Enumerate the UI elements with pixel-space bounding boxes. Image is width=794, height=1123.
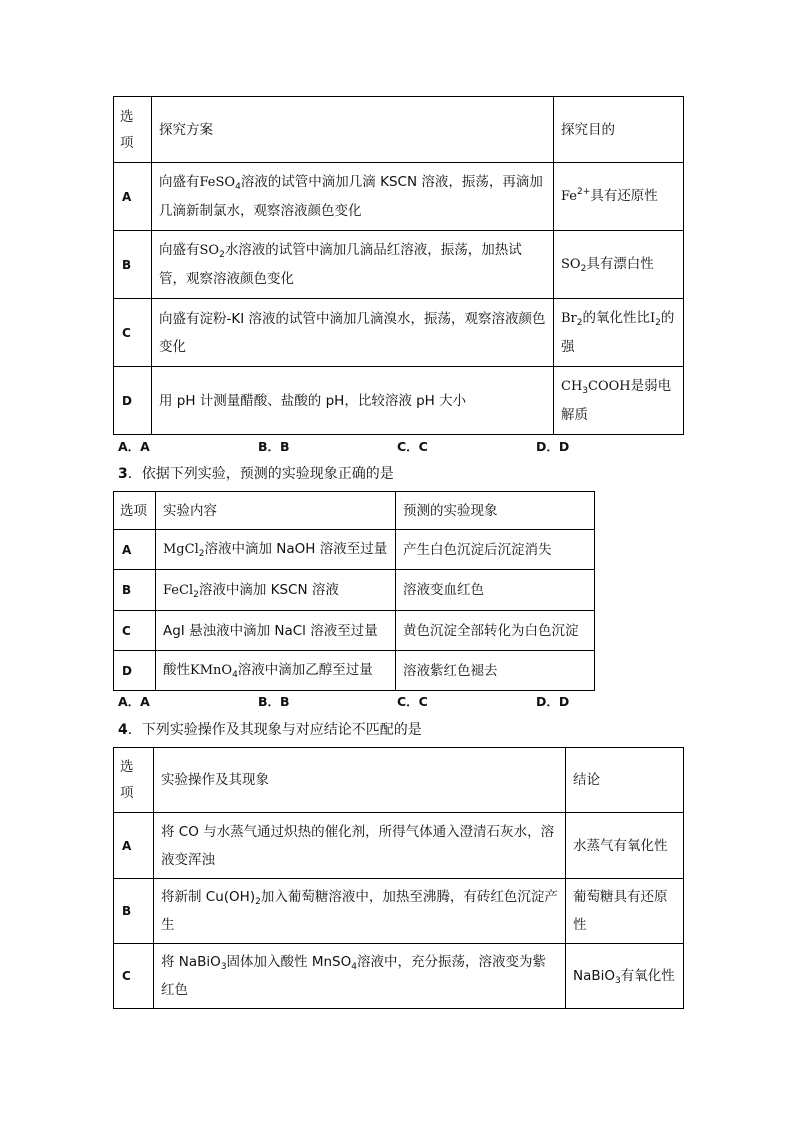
table-row (114, 530, 595, 570)
row-operation: 将 NaBiO$_3$固体加入酸性 MnSO$_4$溶液中，充分振荡，溶液变为紫红色 (154, 944, 566, 1009)
row-option: B (114, 570, 156, 611)
header-conclusion: 结论 (566, 748, 684, 813)
choice-b[interactable]: B．B (258, 439, 290, 454)
row-phenomenon: 产生白色沉淀后沉淀消失 (396, 530, 595, 570)
answer-choices (118, 692, 678, 712)
table-header-row (114, 492, 595, 530)
row-goal: $CH_3COOH$是弱电解质 (554, 367, 684, 435)
row-option: A (114, 163, 152, 231)
choice-c[interactable]: C．C (397, 439, 428, 454)
table-exploration (113, 96, 684, 435)
header-plan: 探究方案 (152, 97, 554, 163)
row-goal: $Br_2$的氧化性比$I_2$的强 (554, 299, 684, 367)
row-plan: 向盛有淀粉-KI 溶液的试管中滴加几滴溴水，振荡，观察溶液颜色变化 (152, 299, 554, 367)
row-operation: 将新制 $Cu(OH)_2$加入葡萄糖溶液中，加热至沸腾，有砖红色沉淀产生 (154, 879, 566, 944)
choice-a[interactable]: A．A (118, 439, 150, 454)
header-option: 选项 (114, 492, 156, 530)
table-row (114, 611, 595, 651)
row-conclusion: 水蒸气有氧化性 (566, 813, 684, 879)
row-conclusion: NaBiO$_3$有氧化性 (566, 944, 684, 1009)
row-content: MgCl$_2$溶液中滴加 NaOH 溶液至过量 (156, 530, 396, 570)
choice-d[interactable]: D．D (536, 439, 570, 454)
choice-d[interactable]: D．D (536, 694, 570, 709)
table-header-row (114, 748, 684, 813)
row-option: D (114, 651, 156, 691)
header-option (114, 748, 154, 813)
answer-choices (118, 437, 678, 457)
row-option: C (114, 611, 156, 651)
row-content: 酸性KMnO$_4$溶液中滴加乙醇至过量 (156, 651, 396, 691)
table-row (114, 163, 684, 231)
choice-a[interactable]: A．A (118, 694, 150, 709)
table-row (114, 299, 684, 367)
table-row (114, 879, 684, 944)
row-phenomenon: 溶液变血红色 (396, 570, 595, 611)
header-option-text: 选项 (120, 759, 134, 801)
header-phenomenon: 预测的实验现象 (396, 492, 595, 530)
table-row (114, 813, 684, 879)
table-row (114, 367, 684, 435)
header-goal: 探究目的 (554, 97, 684, 163)
row-plan: 向盛有FeSO$_4$溶液的试管中滴加几滴 KSCN 溶液，振荡，再滴加几滴新制氯水，观察溶液颜色变化 (152, 163, 554, 231)
row-option: B (114, 879, 154, 944)
row-goal: $SO_2$具有漂白性 (554, 231, 684, 299)
table-row (114, 944, 684, 1009)
row-plan: 用 pH 计测量醋酸、盐酸的 pH，比较溶液 pH 大小 (152, 367, 554, 435)
row-option: A (114, 530, 156, 570)
question-title: 4．下列实验操作及其现象与对应结论不匹配的是 (118, 722, 422, 738)
table-conclusion (113, 747, 684, 1009)
row-option: D (114, 367, 152, 435)
row-goal: $Fe^{2+}$具有还原性 (554, 163, 684, 231)
question-title: 3．依据下列实验，预测的实验现象正确的是 (118, 466, 394, 482)
header-option-text: 选项 (120, 108, 134, 151)
row-option: C (114, 299, 152, 367)
choice-c[interactable]: C．C (397, 694, 428, 709)
row-option: C (114, 944, 154, 1009)
table-row (114, 570, 595, 611)
table-row (114, 231, 684, 299)
table-row (114, 651, 595, 691)
header-content: 实验内容 (156, 492, 396, 530)
row-phenomenon: 溶液紫红色褪去 (396, 651, 595, 691)
choice-b[interactable]: B．B (258, 694, 290, 709)
header-operation: 实验操作及其现象 (154, 748, 566, 813)
table-header-row (114, 97, 684, 163)
row-phenomenon: 黄色沉淀全部转化为白色沉淀 (396, 611, 595, 651)
row-conclusion: 葡萄糖具有还原性 (566, 879, 684, 944)
row-plan: 向盛有$SO_2$水溶液的试管中滴加几滴品红溶液，振荡，加热试管，观察溶液颜色变化 (152, 231, 554, 299)
row-operation: 将 CO 与水蒸气通过炽热的催化剂，所得气体通入澄清石灰水，溶液变浑浊 (154, 813, 566, 879)
table-prediction (113, 491, 595, 691)
row-content: AgI 悬浊液中滴加 NaCl 溶液至过量 (156, 611, 396, 651)
row-option: B (114, 231, 152, 299)
row-option: A (114, 813, 154, 879)
header-option (114, 97, 152, 163)
row-content: FeCl$_2$溶液中滴加 KSCN 溶液 (156, 570, 396, 611)
